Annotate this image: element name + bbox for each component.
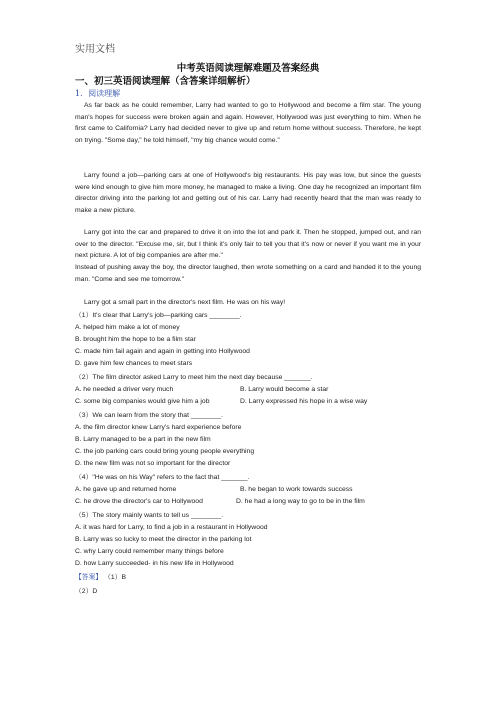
option-row: [75, 384, 425, 395]
option-a: A. helped him make a lot of money: [75, 324, 180, 331]
question-stem: （2）The film director asked Larry to meet him the next day because _______.: [75, 374, 313, 381]
question-number: 1．阅读理解: [75, 89, 121, 98]
option-c: C. the job parking cars could bring young people everything: [75, 448, 255, 455]
answer-label: 【答案】: [75, 574, 103, 581]
answer-2: （2）D: [75, 588, 98, 595]
option-b: B. brought him the hope to be a film star: [75, 336, 196, 343]
question-stem: （3）We can learn from the story that ________.: [75, 412, 223, 419]
option-row: [75, 484, 425, 495]
option-a: A. he gave up and returned home: [75, 486, 177, 493]
document-title: 中考英语阅读理解难题及答案经典: [176, 63, 320, 74]
passage-paragraph-4: Instead of pushing away the boy, the director laughed, then wrote something on a card and handed it to the young man. "Come and see me tomorrow.": [75, 264, 421, 283]
option-row: [75, 396, 425, 407]
passage-paragraph-3: Larry got into the car and prepared to drive it on into the lot and park it. Then he stopped, jumped out, and ran over to the director. "Excuse me, sir, but I think it's only fair to tell you that it's now or never if you want me in your next picture. A lot of big companies are after me.": [75, 229, 421, 260]
option-d: D. he had a long way to go to be in the film: [236, 498, 365, 505]
option-c: C. made him fail again and again in getting into Hollywood: [75, 348, 250, 355]
answer-line: [75, 572, 425, 583]
page-header: 实用文档: [75, 44, 115, 55]
question-stem: （1）It's clear that Larry's job—parking cars ________.: [75, 312, 242, 319]
option-b: B. Larry was so lucky to meet the director in the parking lot: [75, 536, 252, 543]
passage-paragraph-5: Larry got a small part in the director's next film. He was on his way!: [84, 299, 286, 306]
question-stem: （4）"He was on his Way" refers to the fact that _______.: [75, 474, 250, 481]
option-d: D. the new film was not so important for the director: [75, 460, 231, 467]
option-row: [75, 496, 425, 507]
option-c: C. some big companies would give him a job: [75, 398, 210, 405]
section-heading: 一、初三英语阅读理解（含答案详细解析）: [75, 76, 256, 87]
answer-1: （1）B: [104, 574, 126, 581]
option-c: C. he drove the director's car to Hollywood: [75, 498, 203, 505]
option-d: D. gave him few chances to meet stars: [75, 360, 193, 367]
option-a: A. the film director knew Larry's hard experience before: [75, 424, 242, 431]
option-b: B. he began to work towards success: [240, 486, 353, 493]
option-a: A. he needed a driver very much: [75, 386, 174, 393]
option-a: A. it was hard for Larry, to find a job in a restaurant in Hollywood: [75, 524, 268, 531]
option-b: B. Larry would become a star: [240, 386, 329, 393]
question-stem: （5）The story mainly wants to tell us ________.: [75, 512, 224, 519]
passage-paragraph-1: As far back as he could remember, Larry had wanted to go to Hollywood and become a film star. The young man's hopes for success were broken again and again. However, Hollywood was just everything to him. When he first came to California? Larry had decided never to give up and return home without success. Therefore, he kept on trying. "Some day," he told himself, "my big chance would come.": [75, 102, 421, 144]
option-d: D. Larry expressed his hope in a wise way: [240, 398, 368, 405]
passage-paragraph-2: Larry found a job—parking cars at one of Hollywood's big restaurants. His pay was low, but since the guests were kind enough to give him more money, he managed to make a living. One day he recognized an important film director driving into the parking lot and getting out of his car. Larry had recently heard that the man was ready to make a new picture.: [75, 172, 421, 214]
option-b: B. Larry managed to be a part in the new film: [75, 436, 211, 443]
option-c: C. why Larry could remember many things before: [75, 548, 224, 555]
option-d: D. how Larry succeeded- in his new life in Hollywood: [75, 560, 234, 567]
